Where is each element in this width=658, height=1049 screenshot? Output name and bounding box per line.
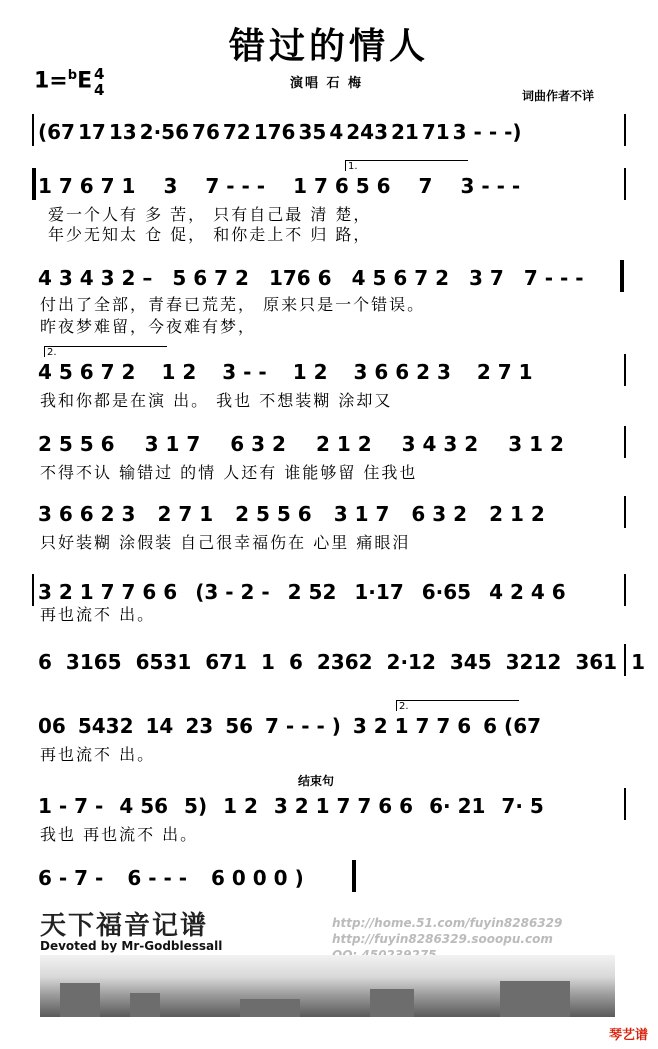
score-system-8 [0,642,658,712]
meter-top: 4 [94,65,105,83]
lyric-line: 不得不认 输错过 的情 人还有 谁能够留 住我也 [40,463,418,482]
note-group: 4 5 6 7 2 [38,360,136,384]
note-group: 2362 [316,650,373,674]
lyric-line: 只好装糊 涂假装 自己很幸福伤在 心里 痛眼泪 [40,533,411,552]
note-group: 6 (67 [483,714,542,738]
note-group: 7 - - - ) [265,714,341,738]
time-signature [94,66,104,98]
note-group: 5432 [77,714,134,738]
note-group: 72 [222,120,251,144]
repeat-start-barline [32,168,36,200]
note-group: 3212 [505,650,562,674]
note-group: 2 7 1 [157,502,214,526]
barline [32,574,34,606]
note-group: 3 6 6 2 3 [353,360,451,384]
key-prefix: 1= [34,68,68,94]
note-group: 3 6 6 2 3 [38,502,136,526]
note-line [38,266,628,290]
repeat-end-barline [620,260,624,292]
note-group: 6· 21 [429,794,486,818]
barline [624,114,626,146]
note-group: 3165 [65,650,122,674]
note-group: 3 2 1 7 7 6 6 [38,580,178,604]
note-group: 4 56 [119,794,169,818]
lyric-line: 年少无知太 仓 促， 和你走上不 归 路， [48,225,372,244]
score-system-3 [0,258,658,336]
note-group: 6531 [135,650,192,674]
note-group: 4 [329,120,344,144]
ending-mark: 结束句 [298,774,335,788]
barline [624,354,626,386]
note-group: 7 - - - [523,266,584,290]
note-line [38,866,628,890]
note-group: 1 7 6 5 6 [293,174,391,198]
note-group: 7 - - - [205,174,266,198]
url-line: http://fuyin8286329.sooopu.com [332,932,553,946]
note-group: 671 [205,650,248,674]
note-group: 6 0 0 0 ) [211,866,304,890]
note-group: 5 6 7 2 [172,266,249,290]
note-group: 1 7 6 7 1 [38,174,136,198]
singer-credit: 演唱 石 梅 [290,76,364,91]
note-group: 6 [288,650,303,674]
barline [624,574,626,606]
note-group: 3 7 [469,266,504,290]
final-barline [352,860,356,892]
note-group: 1 - 7 - [38,794,104,818]
note-group: 17 [77,120,106,144]
note-group: 6 [38,650,52,674]
note-line [38,714,628,738]
score-system-9 [0,701,658,776]
note-line [38,580,628,604]
note-group: 6 3 2 [411,502,468,526]
volta-bracket: 1. [345,160,468,171]
meter-bottom: 4 [94,81,105,99]
lyric-line: 再也流不 出。 [40,605,156,624]
note-group: 71 [421,120,450,144]
note-group: 35 [298,120,327,144]
volta-bracket: 2. [44,346,167,357]
lyric-line: 我和你都是在演 出。 我也 不想装糊 涂却又 [40,391,393,410]
note-group: 6 - - - [127,866,188,890]
note-group: 176 [253,120,296,144]
author-credit: 词曲作者不详 [522,89,595,103]
note-group: 21 [390,120,419,144]
city-photo [40,955,615,1017]
score-system-4 [0,347,658,422]
note-group: 3 2 1 7 7 6 [352,714,472,738]
note-line [38,650,645,674]
note-group: 2 5 5 6 [235,502,312,526]
footer-banner [40,905,615,1017]
note-group: 6 3 2 [230,432,286,456]
score-system-5 [0,424,658,494]
note-group: 361 [575,650,618,674]
lyric-line: 再也流不 出。 [40,745,156,764]
key-signature [34,68,92,93]
lyric-line: 付出了全部，青春已荒芜， 原来只是一个错误。 [40,295,426,314]
note-group: (3 - 2 - [195,580,270,604]
note-group: 6·65 [421,580,472,604]
note-group: 7 [418,174,433,198]
lyric-line: 我也 再也流不 出。 [40,825,199,844]
note-group: 345 [449,650,492,674]
barline [624,426,626,458]
note-group: 1·17 [354,580,404,604]
note-group: 3 - - - [460,174,521,198]
note-group: 3 - - -) [452,120,522,144]
note-line [38,360,628,384]
note-group: 1 2 [223,794,258,818]
barline [32,114,34,146]
note-group: 176 6 [268,266,332,290]
barline [624,788,626,820]
note-group: 3 2 1 7 7 6 6 [273,794,414,818]
note-line [38,794,628,818]
note-group: 2 5 5 6 [38,432,115,456]
site-logo: 琴艺谱 [608,1028,648,1043]
note-group: 56 [225,714,254,738]
lyric-line: 爱一个人有 多 苦， 只有自己最 清 楚， [48,205,372,224]
note-group: 06 [38,714,66,738]
note-line [38,120,628,144]
note-group: 3 1 2 [508,432,564,456]
barline [624,168,626,200]
score-system-6 [0,494,658,564]
note-line [38,432,628,456]
note-group: 2 7 1 [476,360,533,384]
note-group: 4 2 4 6 [489,580,566,604]
devoted-line: Devoted by Mr-Godblessall [40,939,223,953]
note-group: 243 [346,120,388,144]
note-group: 76 [192,120,220,144]
note-group: 3 1 7 [144,432,201,456]
lyric-line: 昨夜梦难留，今夜难有梦， [40,317,257,336]
note-group: 3 - - [222,360,267,384]
note-group: 14 [145,714,174,738]
note-group: 2 1 2 [315,432,372,456]
key-note: E [77,68,93,94]
note-group: 4 5 6 7 2 [351,266,450,290]
note-group: 4 3 4 3 2 – [38,266,153,290]
brand-title: 天下福音记谱 [40,911,209,941]
note-group: 2·12 [386,650,436,674]
barline [624,644,626,676]
note-group: 2 1 2 [489,502,545,526]
score-system-7 [0,572,658,642]
note-group: 1 [631,650,645,674]
note-group: 3 1 7 [333,502,390,526]
note-group: 6 - 7 - [38,866,104,890]
url-line: http://home.51.com/fuyin8286329 [332,916,563,930]
note-group: 2·56 [139,120,190,144]
score-system-10 [0,774,658,856]
note-group: 1 2 [161,360,197,384]
note-group: 23 [185,714,214,738]
note-line [38,174,628,198]
note-group: 3 4 3 2 [401,432,479,456]
note-group: 3 [163,174,178,198]
note-line [38,502,628,526]
barline [624,496,626,528]
volta-bracket: 2. [396,700,519,711]
note-group: 13 [108,120,137,144]
note-group: 1 [261,650,275,674]
note-group: 1 2 [292,360,328,384]
note-group: 5) [184,794,208,818]
score-system-2 [0,161,658,244]
note-group: 7· 5 [501,794,544,818]
note-group: 2 52 [287,580,337,604]
note-group: (67 [38,120,75,144]
key-flat: b [67,68,78,83]
page-title: 错过的情人 [228,26,429,67]
